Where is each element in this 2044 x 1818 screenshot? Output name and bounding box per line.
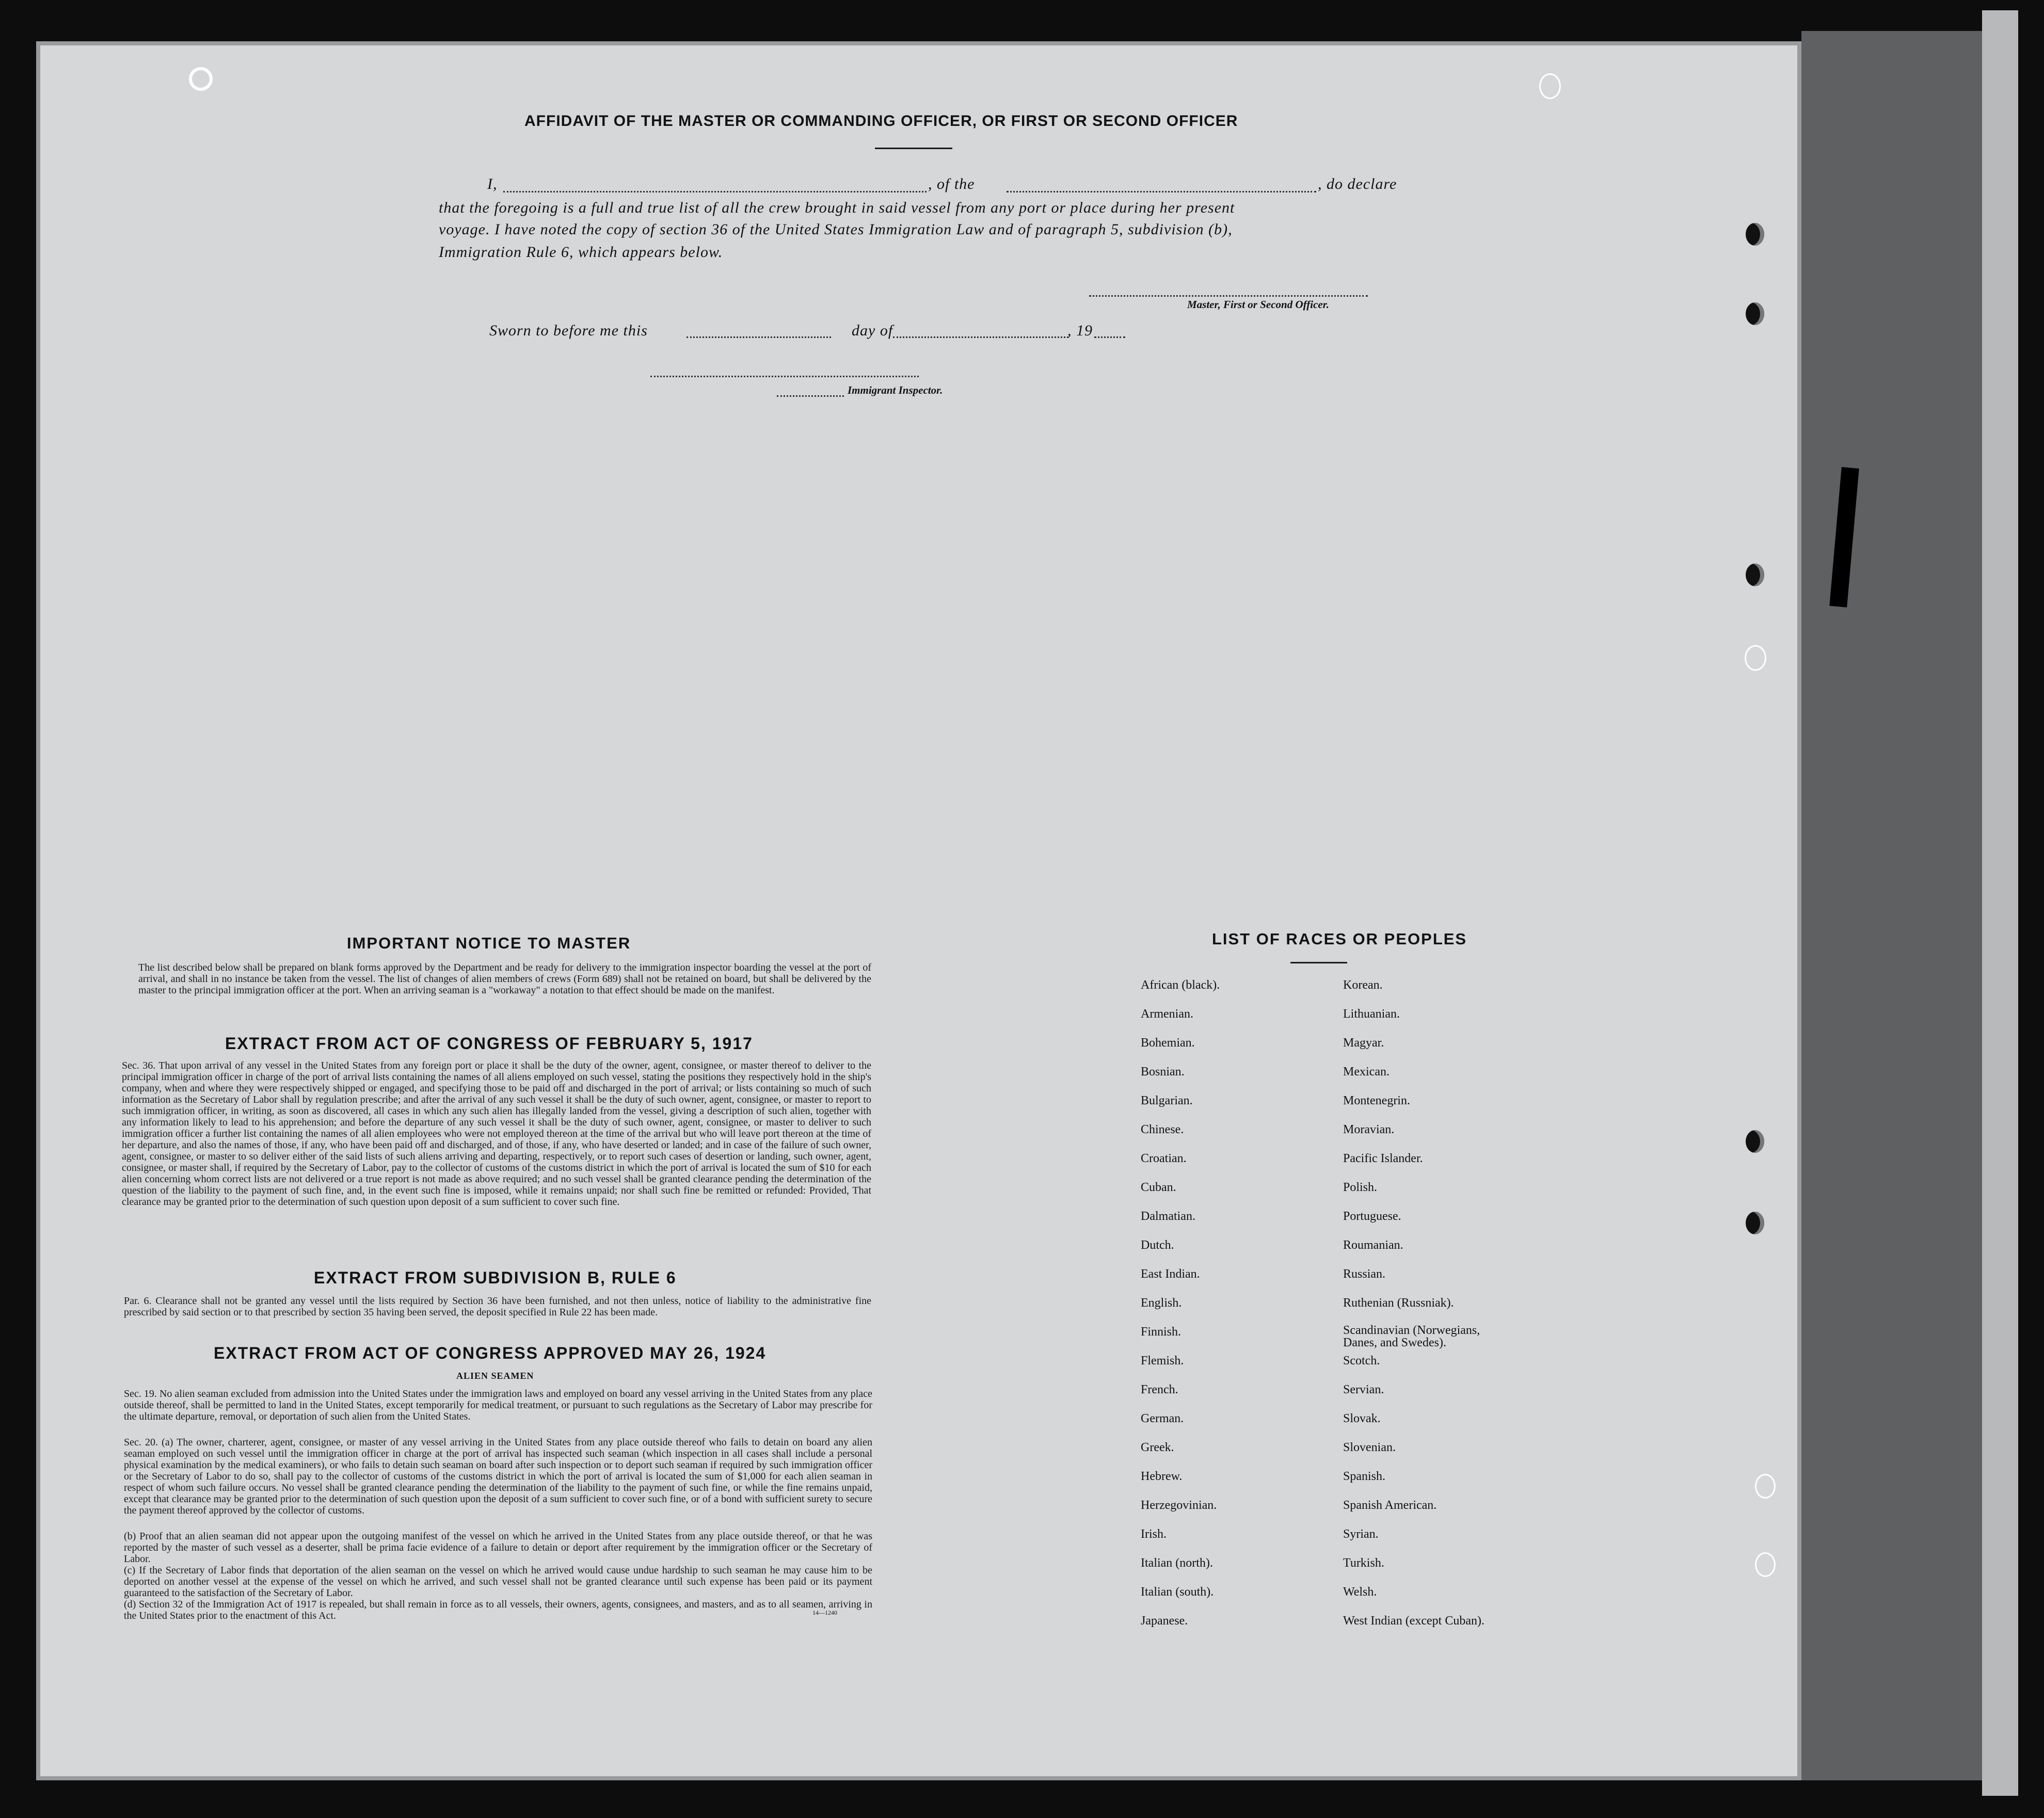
document-page [36,41,1801,1780]
alien-seamen-subtitle: ALIEN SEAMEN [456,1371,534,1381]
race-item: West Indian (except Cuban). [1343,1614,1484,1628]
sec-19-text: Sec. 19. No alien seaman excluded from admission into the United States under the immigration laws and employed on board any vessel arriving in the United States from any place outside thereof, shall be permitted to land in the United States, except temporarily for medical treatment, or pursuant to such regulations as the Secretary of Labor may prescribe for the ultimate departure, removal, or deportation of such alien from the United States. [124,1388,872,1422]
sec-20d-text: (d) Section 32 of the Immigration Act of 1917 is repealed, but shall remain in force as to all vessels, their owners, agents, consignees, and masters, and as to all seamen, arriving in the United States prior to the enactment of this Act. [124,1599,872,1621]
races-left-column [1141,977,1220,1642]
race-item: Scotch. [1343,1354,1380,1367]
race-item: Slovak. [1343,1412,1381,1425]
affidavit-line4: Immigration Rule 6, which appears below. [439,244,723,261]
race-item: Cuban. [1141,1181,1176,1194]
underlying-page [1801,31,2008,1780]
race-item: Turkish. [1343,1556,1384,1570]
rule6-title: EXTRACT FROM SUBDIVISION B, RULE 6 [314,1268,677,1287]
sworn-day-blank[interactable] [686,336,831,338]
race-item: Portuguese. [1343,1210,1401,1223]
binder-hole [1755,1552,1776,1577]
race-item: Irish. [1141,1527,1167,1541]
binder-hole [1746,1130,1764,1153]
race-item: Pacific Islander. [1343,1152,1423,1165]
race-item: German. [1141,1412,1184,1425]
affidavit-line1-i: I, [487,175,498,192]
extract-1924-title: EXTRACT FROM ACT OF CONGRESS APPROVED MAY 26, 1924 [214,1344,766,1362]
sworn-year-blank[interactable] [1094,336,1125,338]
rule6-text: Par. 6. Clearance shall not be granted any vessel until the lists required by Section 36 have been furnished, and not then unless, notice of liability to the administrative fine prescribed by said section or to that prescribed by section 35 having been served, the deposit specified in Rule 22 has been made. [124,1295,871,1318]
race-item: Korean. [1343,978,1383,992]
race-item: Spanish American. [1343,1499,1437,1512]
race-item: Russian. [1343,1267,1386,1281]
race-item: Scandinavian (Norwegians, Danes, and Swedes). [1343,1324,1480,1349]
notice-title: IMPORTANT NOTICE TO MASTER [347,934,631,952]
race-item: Slovenian. [1343,1441,1396,1454]
notice-text: The list described below shall be prepared on blank forms approved by the Department and be ready for delivery to the immigration inspector boarding the vessel at the port of arrival, and shall in no instance be taken from the vessel. The list of changes of alien members of crews (Form 689) shall not be retained on board, but shall be delivered by the master to the principal immigration officer at the port. When an arriving seaman is a "workaway" a notation to that effect should be made on the manifest. [138,962,871,996]
race-item: Herzegovinian. [1141,1499,1217,1512]
race-item: Syrian. [1343,1527,1379,1541]
binder-hole [1746,1212,1764,1234]
race-item: Italian (south). [1141,1585,1214,1599]
underlying-page-edge [1982,10,2018,1796]
race-item: Flemish. [1141,1354,1184,1367]
race-item: Roumanian. [1343,1238,1403,1252]
affidavit-title-rule [875,148,952,149]
race-item: Bulgarian. [1141,1094,1193,1107]
races-title: LIST OF RACES OR PEOPLES [1212,930,1467,948]
binder-hole-top-left [189,67,213,91]
affidavit-line1-declare: , do declare [1318,175,1397,192]
race-item: Greek. [1141,1441,1174,1454]
race-item: Finnish. [1141,1325,1181,1339]
sec-20b-text: (b) Proof that an alien seaman did not appear upon the outgoing manifest of the vessel on which he arrived in the United States from any place outside thereof, or that he was reported by the master of such vessel as a deserter, shall be prima facie evidence of a failure to detain or deport after requirement by the immigration officer or the Secretary of Labor. [124,1531,872,1565]
binder-hole [1746,223,1764,246]
race-item: French. [1141,1383,1178,1396]
binder-hole [1745,645,1766,671]
sworn-year: , 19 [1067,322,1093,339]
race-item: Servian. [1343,1383,1384,1396]
race-item: Dalmatian. [1141,1210,1195,1223]
sworn-day-of: day of [852,322,893,339]
race-item: Hebrew. [1141,1470,1183,1483]
binder-hole [1746,564,1764,586]
race-item: Ruthenian (Russniak). [1343,1296,1454,1310]
race-item: Welsh. [1343,1585,1377,1599]
affidavit-line1-of-the: , of the [928,175,975,192]
binder-hole [1746,302,1764,325]
race-item: Moravian. [1343,1123,1395,1136]
affidavit-line2: that the foregoing is a full and true list of all the crew brought in said vessel from any port or place during her present [439,199,1235,216]
race-item: Spanish. [1343,1470,1386,1483]
race-item: African (black). [1141,978,1220,992]
vessel-blank[interactable] [1007,191,1316,192]
affidavit-line3: voyage. I have noted the copy of section 36 of the United States Immigration Law and of paragraph 5, subdivision (b), [439,221,1233,238]
race-item: Armenian. [1141,1007,1193,1021]
extract-1917-text: Sec. 36. That upon arrival of any vessel in the United States from any foreign port or place it shall be the duty of the owner, agent, consignee, or master thereof to deliver to the principal immigration officer in charge of the port of arrival lists containing the names of all aliens employed on such vessel, stating the positions they respectively hold in the ship's company, when and where they were respectively shipped or engaged, and specifying those to be paid off and discharged in the port of arrival; or lists containing so much of such information as the Secretary of Labor shall by regulation prescribe; and after the arrival of any such vessel it shall be the duty of such owner, agent, consignee, or master to report to such immigration officer, in writing, as soon as discovered, all cases in which any such alien has illegally landed from the vessel, giving a description of such alien, together with any information likely to lead to his apprehension; and before the departure of any such vessel it shall be the duty of such owner, agent, consignee, or master to deliver to such immigration officer a further list containing the names of all alien employees who were not employed thereon at the time of the arrival but who will leave port thereon at the time of her departure, and also the names of those, if any, who have been paid off and discharged, and of those, if any, who have deserted or landed; and in case of the failure of such owner, agent, consignee, or master to so deliver either of the said lists of such aliens arriving and departing, respectively, or to report such cases of desertion or landing, such owner, agent, consignee, or master shall, if required by the Secretary of Labor, pay to the collector of customs of the customs district in which the port of arrival is located the sum of $10 for each alien concerning whom correct lists are not delivered or a true report is not made as above required; and no such vessel shall be granted clearance pending the determination of the question of the liability to the payment of such fine, and, in the event such fine is imposed, while it remains unpaid; nor shall such fine be remitted or refunded: Provided, That clearance may be granted prior to the determination of such question upon deposit of a sum sufficient to cover such fine. [122,1060,871,1208]
sec-20a-text: Sec. 20. (a) The owner, charterer, agent, consignee, or master of any vessel arriving in the United States from any place outside thereof who fails to detain on board any alien seaman employed on such vessel until the immigration officer in charge at the port of arrival has inspected such seaman (which inspection in all cases shall include a personal physical examination by the medical examiners), or who fails to detain such seaman on board after such inspection or to deport such seaman if required by such immigration officer or the Secretary of Labor to do so, shall pay to the collector of customs of the customs district in which the port of arrival is located the sum of $1,000 for each alien seaman in respect of whom such failure occurs. No vessel shall be granted clearance pending the determination of the liability to the payment of such fine, or while the fine remains unpaid, except that clearance may be granted prior to the determination of such question upon the deposit of a sum sufficient to cover such fine, or of a bond with sufficient surety to secure the payment thereof approved by the collector of customs. [124,1437,872,1516]
race-item: Polish. [1343,1181,1378,1194]
inspector-signature-line[interactable] [650,376,919,377]
binder-hole [1755,1474,1776,1499]
race-item: Bosnian. [1141,1065,1185,1079]
inspector-signature-label: Immigrant Inspector. [848,384,943,396]
race-item: Japanese. [1141,1614,1188,1628]
extract-1917-title: EXTRACT FROM ACT OF CONGRESS OF FEBRUARY 5, 1917 [225,1034,753,1053]
race-item: Italian (north). [1141,1556,1213,1570]
name-blank[interactable] [503,191,927,192]
affidavit-title: AFFIDAVIT OF THE MASTER OR COMMANDING OFFICER, OR FIRST OR SECOND OFFICER [524,112,1238,130]
master-signature-line[interactable] [1089,295,1368,297]
race-item: Bohemian. [1141,1036,1195,1050]
race-item: Dutch. [1141,1238,1174,1252]
master-signature-label: Master, First or Second Officer. [1187,298,1329,311]
form-number: 14—1240 [812,1609,837,1616]
sworn-prefix: Sworn to before me this [489,322,648,339]
race-item: English. [1141,1296,1182,1310]
race-item: Croatian. [1141,1152,1187,1165]
race-item: Montenegrin. [1343,1094,1410,1107]
race-item: East Indian. [1141,1267,1200,1281]
sec-20c-text: (c) If the Secretary of Labor finds that deportation of the alien seaman on the vessel on which he arrived would cause undue hardship to such seaman he may cause him to be deported on another vessel at the expense of the vessel on which he arrived, and such vessel shall not be granted clearance until such expense has been paid or its payment guaranteed to the satisfaction of the Secretary of Labor. [124,1565,872,1599]
races-right-column [1343,977,1513,1642]
race-item: Chinese. [1141,1123,1184,1136]
race-item: Magyar. [1343,1036,1384,1050]
race-item: Lithuanian. [1343,1007,1400,1021]
sworn-month-blank[interactable] [893,336,1068,338]
race-item: Mexican. [1343,1065,1390,1079]
inspector-signature-line-2[interactable] [777,395,844,397]
binder-hole-top-right [1539,73,1561,99]
races-title-rule [1290,962,1347,963]
